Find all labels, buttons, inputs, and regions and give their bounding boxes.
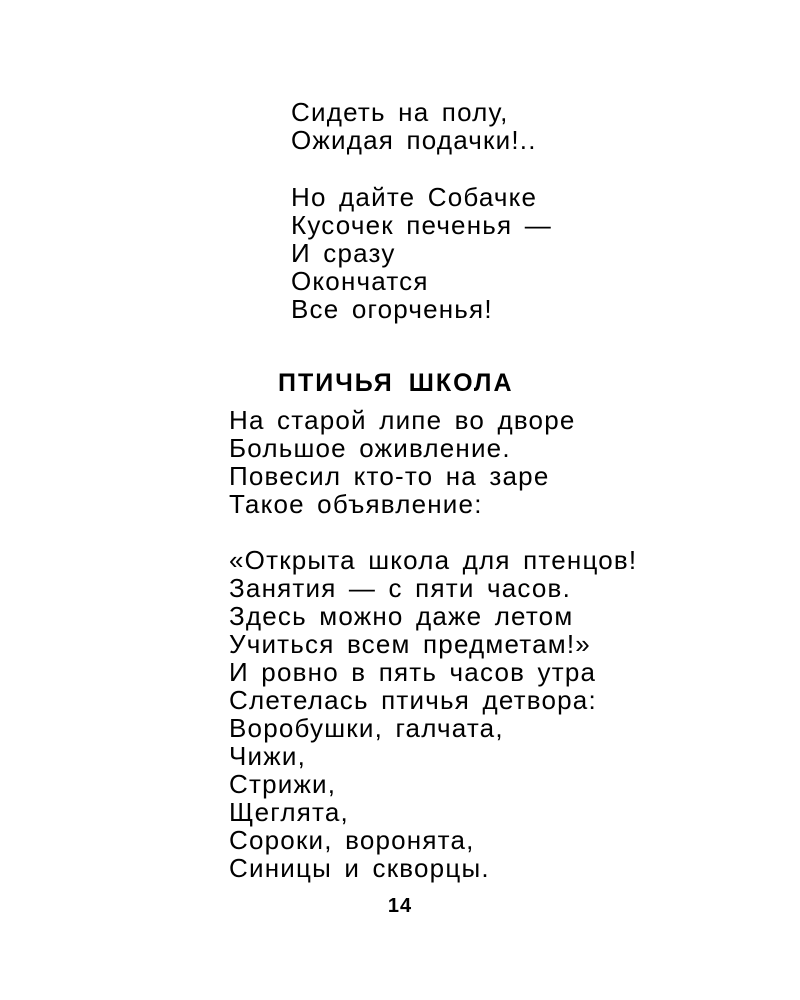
poem-line: Щеглята,: [229, 797, 349, 827]
poem-line: Стрижи,: [229, 769, 337, 799]
poem-line: И сразу: [291, 238, 396, 268]
poem-line: Синицы и скворцы.: [229, 853, 490, 883]
page-number: 14: [387, 895, 413, 917]
poem-line: И ровно в пять часов утра: [229, 657, 597, 687]
poem-line: «Открыта школа для птенцов!: [229, 545, 638, 575]
poem-line: Чижи,: [229, 741, 306, 771]
poem-line: Воробушки, галчата,: [229, 713, 504, 743]
poem-line: Сороки, воронята,: [229, 825, 475, 855]
poem-line: Но дайте Собачке: [291, 182, 538, 212]
previous-poem-stanza-2: [291, 183, 552, 323]
poem-line: На старой липе во дворе: [229, 405, 576, 435]
poem-line: Такое объявление:: [229, 489, 483, 519]
poem-stanza-1: [229, 406, 576, 518]
previous-poem-stanza-1: [291, 98, 537, 154]
poem-line: Слетелась птичья детвора:: [229, 685, 597, 715]
poem-line: Все огорченья!: [291, 294, 493, 324]
poem-line: Ожидая подачки!..: [291, 125, 537, 155]
poem-line: Здесь можно даже летом: [229, 601, 574, 631]
poem-line: Большое оживление.: [229, 433, 511, 463]
poem-line: Занятия — с пяти часов.: [229, 573, 571, 603]
poem-line: Учиться всем предметам!»: [229, 629, 591, 659]
poem-title: ПТИЧЬЯ ШКОЛА: [278, 369, 514, 397]
poem-line: Повесил кто-то на заре: [229, 461, 550, 491]
poem-line: Окончатся: [291, 266, 429, 296]
poem-line: Кусочек печенья —: [291, 210, 552, 240]
poem-stanza-2: [229, 546, 637, 882]
poem-line: Сидеть на полу,: [291, 97, 509, 127]
